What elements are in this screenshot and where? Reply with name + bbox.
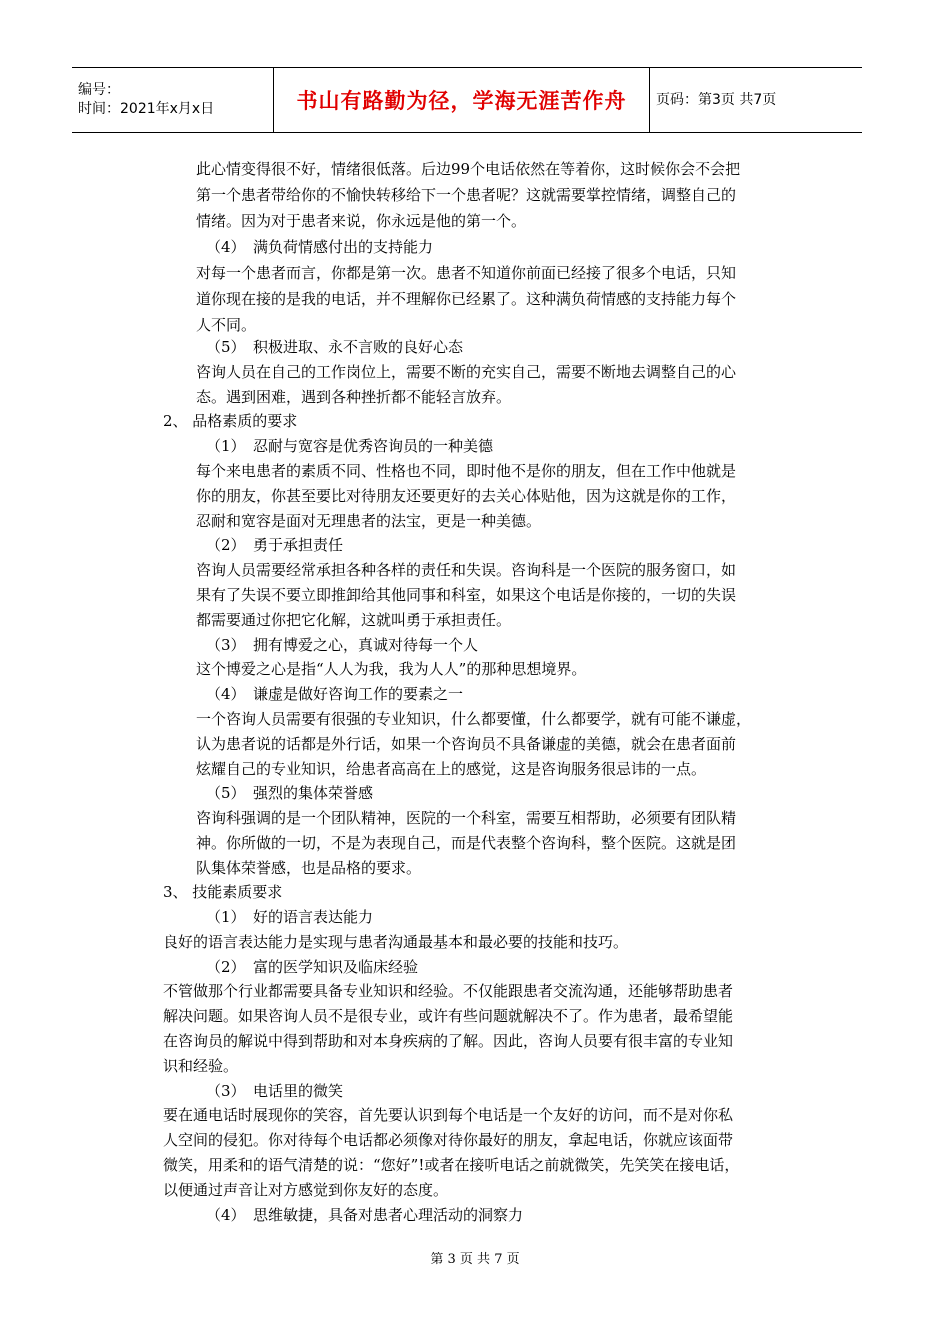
header-right-cell [650, 68, 863, 133]
body-line: 良好的语言表达能力是实现与患者沟通最基本和最必要的技能和技巧。 [163, 933, 629, 951]
body-line: 果有了失误不要立即推卸给其他同事和科室，如果这个电话是你接的，一切的失误 [196, 586, 737, 604]
subheading: （4） 谦虚是做好咨询工作的要素之一 [206, 685, 464, 703]
body-line: 忍耐和宽容是面对无理患者的法宝，更是一种美德。 [196, 512, 542, 530]
subheading: （2） 富的医学知识及临床经验 [206, 958, 419, 976]
subheading: （2） 勇于承担责任 [206, 536, 344, 554]
subheading: （1） 好的语言表达能力 [206, 908, 374, 926]
body-line: 第一个患者带给你的不愉快转移给下一个患者呢？这就需要掌控情绪，调整自己的 [196, 186, 737, 204]
section-heading: 2、 品格素质的要求 [163, 412, 298, 430]
body-line: 你的朋友，你甚至要比对待朋友还要更好的去关心体贴他，因为这就是你的工作， [196, 487, 737, 505]
body-line: 都需要通过你把它化解，这就叫勇于承担责任。 [196, 611, 512, 629]
body-line: 咨询人员在自己的工作岗位上，需要不断的充实自己，需要不断地去调整自己的心 [196, 363, 737, 381]
body-line: 要在通电话时展现你的笑容，首先要认识到每个电话是一个友好的访问，而不是对你私 [163, 1106, 734, 1124]
subheading: （3） 拥有博爱之心，真诚对待每一个人 [206, 636, 479, 654]
section-heading: 3、 技能素质要求 [163, 883, 283, 901]
body-line: 此心情变得很不好，情绪很低落。后边99个电话依然在等着你，这时候你会不会把 [196, 160, 741, 178]
subheading: （5） 积极进取、永不言败的良好心态 [206, 338, 464, 356]
body-line: 对每一个患者而言，你都是第一次。患者不知道你前面已经接了很多个电话，只知 [196, 264, 737, 282]
header-table [72, 67, 862, 133]
page-footer: 第 3 页 共 7 页 [430, 1252, 520, 1267]
page-label: 页码：第3页 共7页 [656, 91, 777, 108]
body-line: 情绪。因为对于患者来说，你永远是他的第一个。 [196, 212, 527, 230]
body-line: 道你现在接的是我的电话，并不理解你已经累了。这种满负荷情感的支持能力每个 [196, 290, 737, 308]
body-line: 认为患者说的话都是外行话，如果一个咨询员不具备谦虚的美德，就会在患者面前 [196, 735, 737, 753]
subheading: （3） 电话里的微笑 [206, 1082, 344, 1100]
body-line: 人空间的侵犯。你对待每个电话都必须像对待你最好的朋友，拿起电话，你就应该面带 [163, 1131, 734, 1149]
body-line: 炫耀自己的专业知识，给患者高高在上的感觉，这是咨询服务很忌讳的一点。 [196, 760, 707, 778]
subheading: （5） 强烈的集体荣誉感 [206, 784, 374, 802]
body-line: 解决问题。如果咨询人员不是很专业，或许有些问题就解决不了。作为患者，最希望能 [163, 1007, 734, 1025]
number-label: 编号： [78, 82, 120, 98]
body-line: 不管做那个行业都需要具备专业知识和经验。不仅能跟患者交流沟通，还能够帮助患者 [163, 982, 734, 1000]
header-left-cell [72, 68, 274, 133]
body-line: 人不同。 [196, 316, 257, 334]
body-line: 队集体荣誉感，也是品格的要求。 [196, 859, 422, 877]
time-label: 时间：2021年x月x日 [78, 101, 215, 117]
subheading: （4） 满负荷情感付出的支持能力 [206, 238, 434, 256]
body-line: 以便通过声音让对方感觉到你友好的态度。 [163, 1181, 449, 1199]
body-line: 识和经验。 [163, 1057, 239, 1075]
subheading: （4） 思维敏捷，具备对患者心理活动的洞察力 [206, 1206, 524, 1224]
body-line: 咨询科强调的是一个团队精神，医院的一个科室，需要互相帮助，必须要有团队精 [196, 809, 737, 827]
body-line: 态。遇到困难，遇到各种挫折都不能轻言放弃。 [196, 388, 512, 406]
body-line: 神。你所做的一切，不是为表现自己，而是代表整个咨询科，整个医院。这就是团 [196, 834, 737, 852]
header-motto-cell [274, 68, 650, 133]
body-line: 每个来电患者的素质不同、性格也不同，即时他不是你的朋友，但在工作中他就是 [196, 462, 737, 480]
body-line: 微笑，用柔和的语气清楚的说：“您好”!或者在接听电话之前就微笑，先笑笑在接电话， [163, 1156, 740, 1174]
subheading: （1） 忍耐与宽容是优秀咨询员的一种美德 [206, 437, 494, 455]
body-line: 在咨询员的解说中得到帮助和对本身疾病的了解。因此，咨询人员要有很丰富的专业知 [163, 1032, 734, 1050]
body-line: 一个咨询人员需要有很强的专业知识，什么都要懂，什么都要学，就有可能不谦虚， [196, 710, 752, 728]
header-motto: 书山有路勤为径，学海无涯苦作舟 [296, 89, 627, 113]
body-line: 这个博爱之心是指“人人为我，我为人人”的那种思想境界。 [196, 660, 587, 678]
body-line: 咨询人员需要经常承担各种各样的责任和失误。咨询科是一个医院的服务窗口，如 [196, 561, 737, 579]
